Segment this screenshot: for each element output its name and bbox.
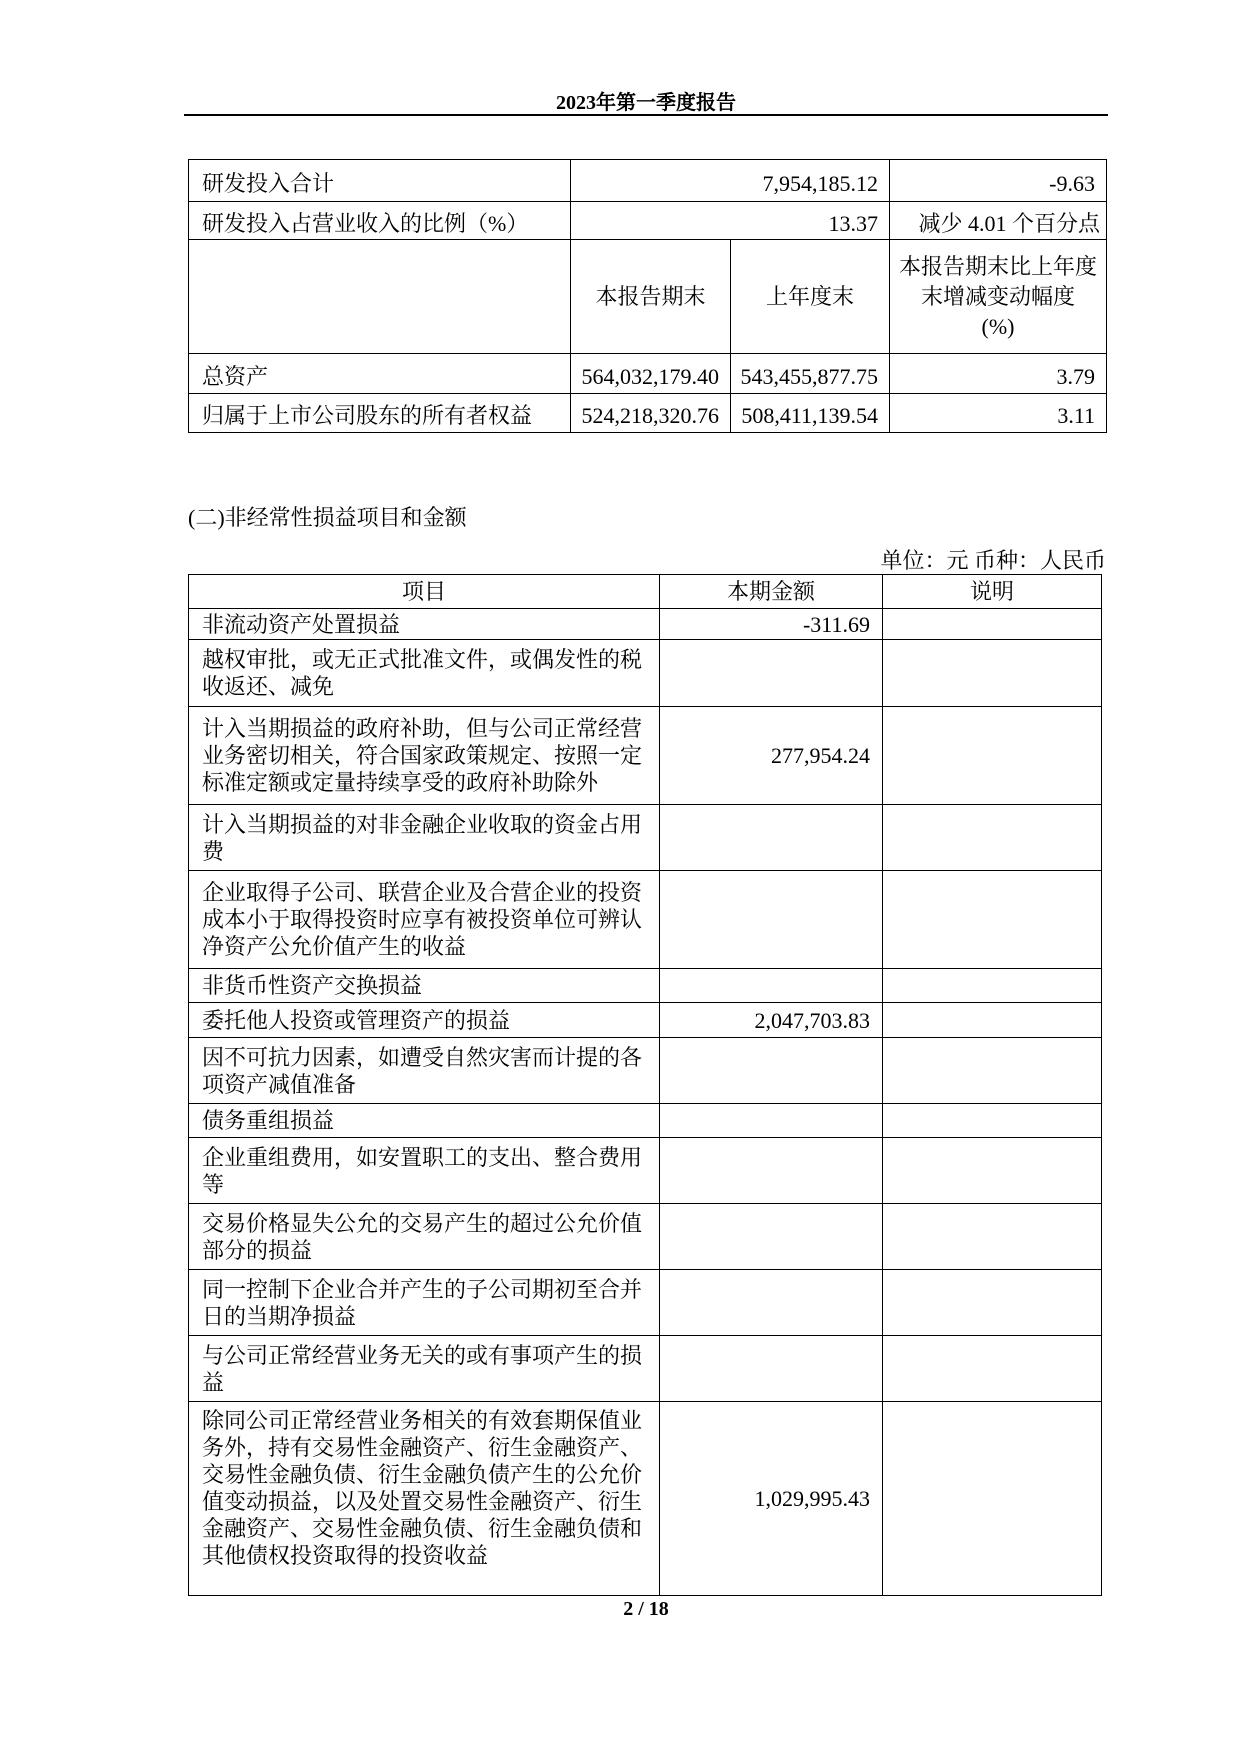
row-amount	[660, 1204, 883, 1270]
row-amount	[660, 1138, 883, 1204]
section-heading: (二)非经常性损益项目和金额	[188, 505, 467, 530]
header-rule	[184, 114, 1108, 116]
row-note	[883, 1138, 1102, 1204]
balance-header-row	[189, 240, 1107, 354]
row-note	[883, 640, 1102, 707]
row-item: 企业重组费用，如安置职工的支出、整合费用等	[189, 1138, 660, 1204]
total-assets-row	[189, 354, 1107, 394]
row-item: 企业取得子公司、联营企业及合营企业的投资成本小于取得投资时应享有被投资单位可辨认净资产公允价值产生的收益	[189, 871, 660, 969]
table-row	[189, 969, 1102, 1003]
equity-row	[189, 394, 1107, 433]
rd-total-row	[189, 160, 1107, 202]
equity-change: 3.11	[890, 394, 1107, 433]
table-row	[189, 1402, 1102, 1596]
column-header-change-unit: (%)	[981, 313, 1015, 339]
rd-ratio-value: 13.37	[571, 202, 890, 240]
row-amount	[660, 1038, 883, 1104]
row-item: 因不可抗力因素，如遭受自然灾害而计提的各项资产减值准备	[189, 1038, 660, 1104]
rd-ratio-label: 研发投入占营业收入的比例（%）	[189, 202, 571, 240]
running-header-title: 2023年第一季度报告	[556, 92, 736, 114]
table-row	[189, 871, 1102, 969]
rd-investment-table	[188, 159, 1107, 433]
column-header-change-label: 本报告期末比上年度末增减变动幅度	[898, 253, 1097, 309]
rd-total-value: 7,954,185.12	[571, 160, 890, 202]
row-item: 计入当期损益的对非金融企业收取的资金占用费	[189, 805, 660, 871]
row-amount	[660, 1336, 883, 1402]
row-item: 与公司正常经营业务无关的或有事项产生的损益	[189, 1336, 660, 1402]
page-number: 2 / 18	[623, 1598, 669, 1620]
rd-ratio-change: 减少 4.01 个百分点	[890, 202, 1107, 240]
table-row	[189, 707, 1102, 805]
row-note	[883, 1204, 1102, 1270]
equity-label: 归属于上市公司股东的所有者权益	[189, 394, 571, 433]
row-note	[883, 1402, 1102, 1596]
row-note	[883, 969, 1102, 1003]
unit-currency-note: 单位：元 币种：人民币	[880, 548, 1106, 573]
row-amount	[660, 640, 883, 707]
row-item: 非流动资产处置损益	[189, 609, 660, 640]
rd-total-change: -9.63	[890, 160, 1107, 202]
table-row	[189, 1336, 1102, 1402]
row-amount: 2,047,703.83	[660, 1003, 883, 1038]
table-row	[189, 1038, 1102, 1104]
total-assets-change: 3.79	[890, 354, 1107, 394]
equity-current: 524,218,320.76	[571, 394, 731, 433]
equity-prior: 508,411,139.54	[731, 394, 890, 433]
row-item: 债务重组损益	[189, 1104, 660, 1138]
blank-header-cell	[189, 240, 571, 354]
row-note	[883, 1336, 1102, 1402]
table-row	[189, 1204, 1102, 1270]
table-row	[189, 609, 1102, 640]
column-header-note: 说明	[883, 575, 1102, 609]
row-note	[883, 707, 1102, 805]
row-note	[883, 1038, 1102, 1104]
row-amount	[660, 1270, 883, 1336]
rd-total-label: 研发投入合计	[189, 160, 571, 202]
row-amount: 1,029,995.43	[660, 1402, 883, 1596]
table-row	[189, 640, 1102, 707]
row-item: 除同公司正常经营业务相关的有效套期保值业务外，持有交易性金融资产、衍生金融资产、交易性金融负债、衍生金融负债产生的公允价值变动损益，以及处置交易性金融资产、衍生金融资产、交易性金融负债、衍生金融负债和其他债权投资取得的投资收益	[189, 1402, 660, 1596]
row-note	[883, 1104, 1102, 1138]
row-item: 交易价格显失公允的交易产生的超过公允价值部分的损益	[189, 1204, 660, 1270]
table-row	[189, 1138, 1102, 1204]
total-assets-prior: 543,455,877.75	[731, 354, 890, 394]
non-recurring-table	[188, 574, 1102, 1596]
row-amount	[660, 805, 883, 871]
total-assets-label: 总资产	[189, 354, 571, 394]
row-note	[883, 871, 1102, 969]
column-header-item: 项目	[189, 575, 660, 609]
table-row	[189, 805, 1102, 871]
row-note	[883, 609, 1102, 640]
table-header-row	[189, 575, 1102, 609]
row-amount	[660, 871, 883, 969]
row-amount: -311.69	[660, 609, 883, 640]
row-item: 委托他人投资或管理资产的损益	[189, 1003, 660, 1038]
column-header-change	[890, 240, 1107, 354]
row-amount	[660, 969, 883, 1003]
rd-ratio-row	[189, 202, 1107, 240]
column-header-amount: 本期金额	[660, 575, 883, 609]
table-row	[189, 1270, 1102, 1336]
row-amount	[660, 1104, 883, 1138]
row-note	[883, 805, 1102, 871]
row-item: 非货币性资产交换损益	[189, 969, 660, 1003]
column-header-prior: 上年度末	[731, 240, 890, 354]
row-note	[883, 1270, 1102, 1336]
row-item: 同一控制下企业合并产生的子公司期初至合并日的当期净损益	[189, 1270, 660, 1336]
table-row	[189, 1003, 1102, 1038]
table-row	[189, 1104, 1102, 1138]
row-item: 越权审批，或无正式批准文件，或偶发性的税收返还、减免	[189, 640, 660, 707]
total-assets-current: 564,032,179.40	[571, 354, 731, 394]
row-item: 计入当期损益的政府补助，但与公司正常经营业务密切相关，符合国家政策规定、按照一定标准定额或定量持续享受的政府补助除外	[189, 707, 660, 805]
row-amount: 277,954.24	[660, 707, 883, 805]
column-header-current: 本报告期末	[571, 240, 731, 354]
row-note	[883, 1003, 1102, 1038]
